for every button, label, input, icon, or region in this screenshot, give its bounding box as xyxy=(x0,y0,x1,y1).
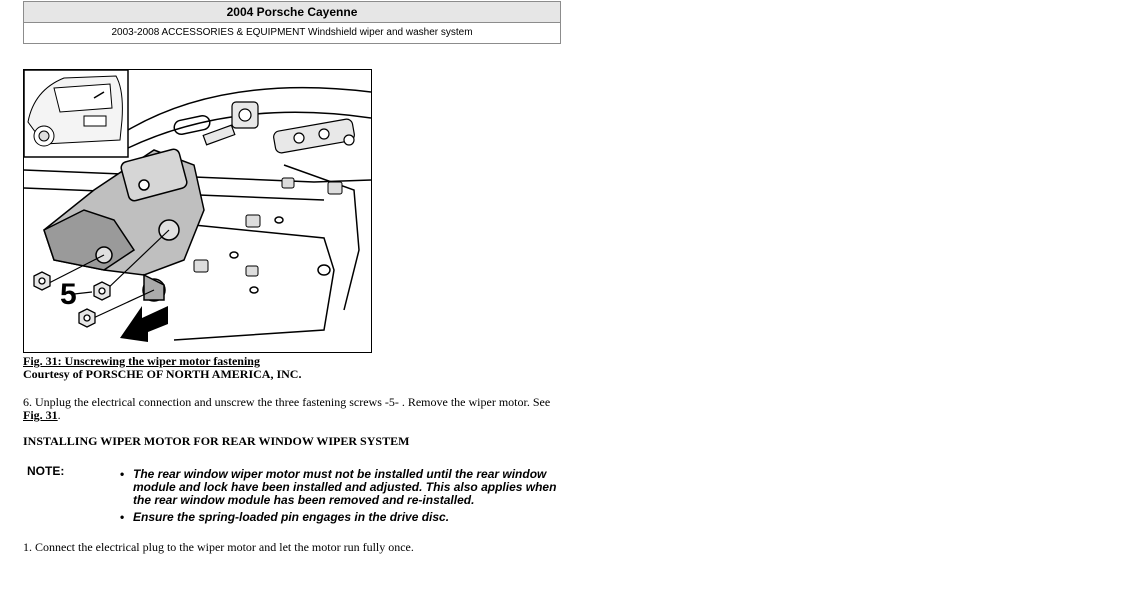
document-header xyxy=(23,1,561,44)
step-6 xyxy=(23,396,563,422)
figure-caption-title: Fig. 31: Unscrewing the wiper motor fastening xyxy=(23,354,260,368)
note-item: • Ensure the spring-loaded pin engages in the drive disc. xyxy=(118,511,568,524)
section-subtitle: 2003-2008 ACCESSORIES & EQUIPMENT Windshield wiper and washer system xyxy=(111,27,473,38)
callout-number-5: 5 xyxy=(60,278,77,311)
step-1: 1. Connect the electrical plug to the wiper motor and let the motor run fully once. xyxy=(23,540,414,554)
removal-direction-arrow-icon xyxy=(120,306,168,342)
figure-caption xyxy=(23,355,301,381)
figure-31-link[interactable]: Fig. 31 xyxy=(23,408,58,422)
step-6-text: 6. Unplug the electrical connection and unscrew the three fastening screws -5- . Remove the wiper motor. See xyxy=(23,395,551,409)
section-heading: INSTALLING WIPER MOTOR FOR REAR WINDOW WIPER SYSTEM xyxy=(23,434,410,448)
step-6-end: . xyxy=(57,408,61,422)
note-list xyxy=(118,468,568,528)
vehicle-inset-icon xyxy=(24,70,128,157)
wiper-motor-illustration xyxy=(23,69,372,353)
wiper-linkage xyxy=(203,102,355,154)
vehicle-title: 2004 Porsche Cayenne xyxy=(24,2,560,23)
note-label: NOTE: xyxy=(27,464,65,478)
note-item: • The rear window wiper motor must not be installed until the rear window module and lock have been installed and adjusted. This also applies when the rear window module has been removed and re-installed. xyxy=(118,468,568,507)
figure-caption-credit: Courtesy of PORSCHE OF NORTH AMERICA, INC. xyxy=(23,367,302,381)
